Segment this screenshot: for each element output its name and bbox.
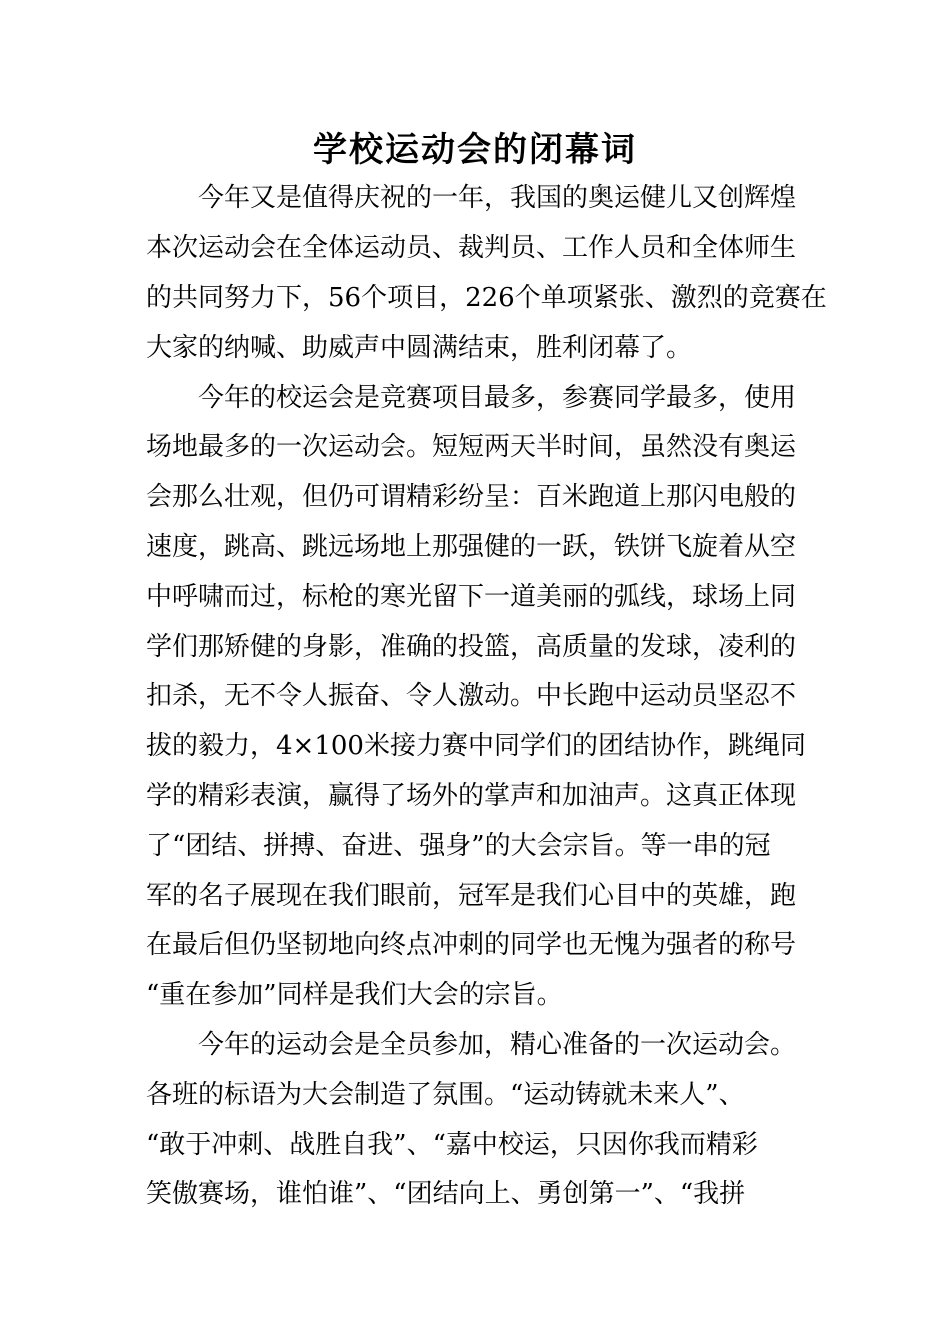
paragraph-2-line-11: 军的名子展现在我们眼前，冠军是我们心目中的英雄，跑: [146, 881, 797, 911]
paragraph-3-line-2: 各班的标语为大会制造了氛围。“运动铸就未来人”、: [146, 1080, 745, 1110]
paragraph-2-line-7: 扣杀，无不令人振奋、令人激动。中长跑中运动员坚忍不: [146, 681, 797, 711]
paragraph-3-line-3: “敢于冲刺、战胜自我”、“嘉中校运，只因你我而精彩: [146, 1130, 758, 1160]
paragraph-2-line-2: 场地最多的一次运动会。短短两天半时间，虽然没有奥运: [146, 432, 797, 462]
paragraph-2-line-5: 中呼啸而过，标枪的寒光留下一道美丽的弧线，球场上同: [146, 582, 797, 612]
paragraph-1-line-4: 大家的纳喊、助威声中圆满结束，胜利闭幕了。: [146, 333, 693, 363]
document-title: 学校运动会的闭幕词: [313, 130, 637, 170]
paragraph-2-line-4: 速度，跳高、跳远场地上那强健的一跃，铁饼飞旋着从空: [146, 532, 797, 562]
paragraph-2-line-8: 拔的毅力，4×100米接力赛中同学们的团结协作，跳绳同: [146, 731, 806, 761]
paragraph-3-line-1: 今年的运动会是全员参加，精心准备的一次运动会。: [198, 1030, 797, 1060]
paragraph-2-line-9: 学的精彩表演，赢得了场外的掌声和加油声。这真正体现: [146, 781, 797, 811]
paragraph-1-line-2: 本次运动会在全体运动员、裁判员、工作人员和全体师生: [146, 233, 797, 263]
paragraph-2-line-12: 在最后但仍坚韧地向终点冲刺的同学也无愧为强者的称号: [146, 930, 797, 960]
paragraph-1-line-1: 今年又是值得庆祝的一年，我国的奥运健儿又创辉煌: [198, 183, 797, 213]
paragraph-2-line-3: 会那么壮观，但仍可谓精彩纷呈：百米跑道上那闪电般的: [146, 482, 797, 512]
paragraph-2-line-13: “重在参加”同样是我们大会的宗旨。: [146, 980, 563, 1010]
paragraph-2-line-1: 今年的校运会是竞赛项目最多，参赛同学最多，使用: [198, 383, 797, 413]
paragraph-3-line-4: 笑傲赛场，谁怕谁”、“团结向上、勇创第一”、“我拼: [146, 1179, 746, 1209]
paragraph-2-line-6: 学们那矫健的身影，准确的投篮，高质量的发球，凌利的: [146, 632, 797, 662]
paragraph-1-line-3: 的共同努力下，56个项目，226个单项紧张、激烈的竞赛在: [146, 283, 827, 313]
paragraph-2-line-10: 了“团结、拼搏、奋进、强身”的大会宗旨。等一串的冠: [146, 831, 771, 861]
